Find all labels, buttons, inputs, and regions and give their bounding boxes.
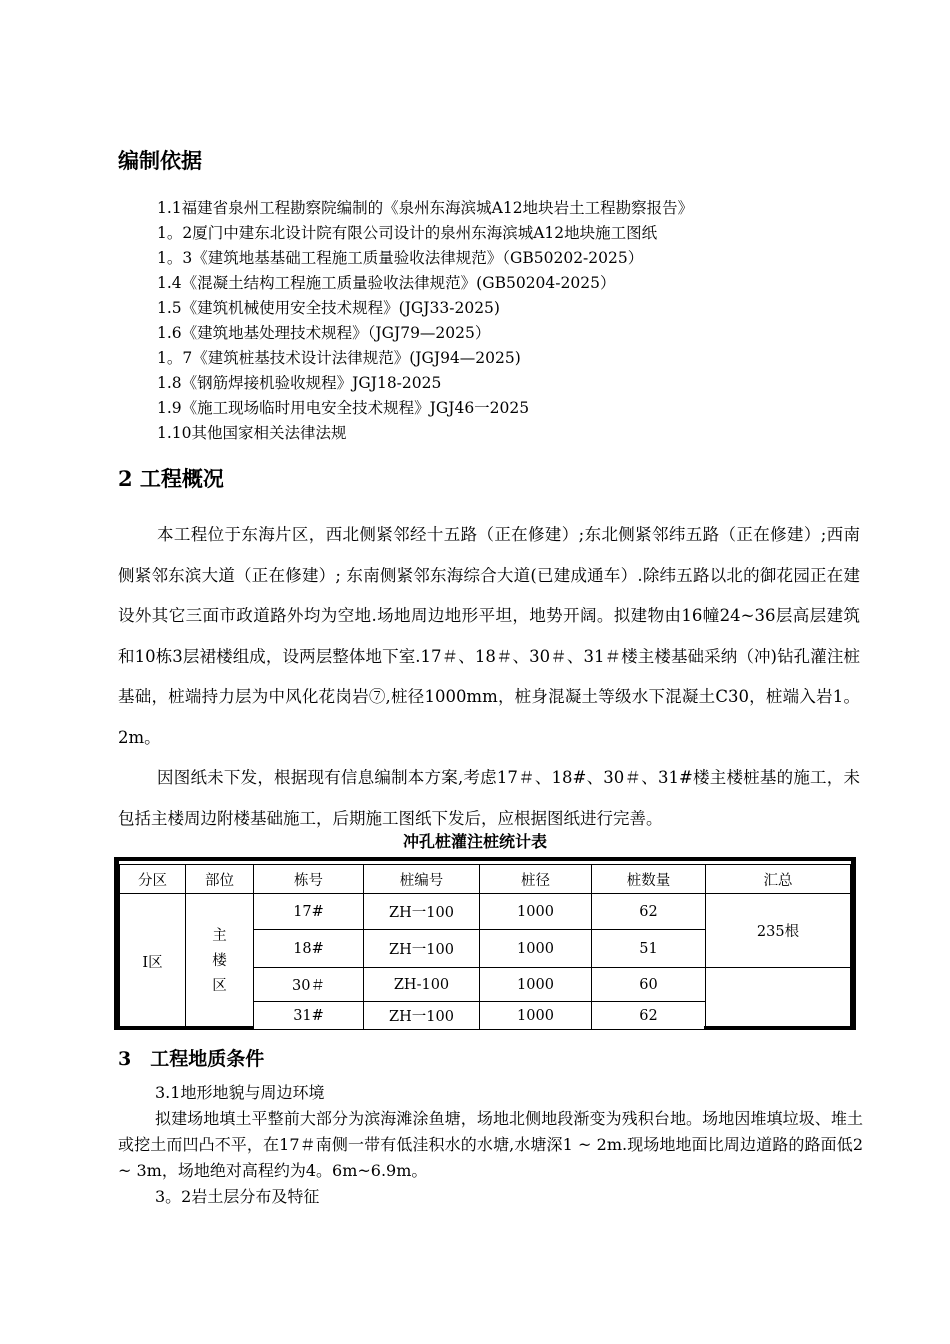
overview-paragraph: 本工程位于东海片区，西北侧紧邻经十五路（正在修建）;东北侧紧邻纬五路（正在修建）;西南侧紧邻东滨大道（正在修建）; 东南侧紧邻东海综合大道(已建成通车）.除纬五路以北的御花园正在建设外其它三面市政道路外均为空地.场地周边地形平坦，地势开阔。拟建物由16幢24~36层高层建筑和10栋3层裙楼组成，设两层整体地下室.17＃、18＃、30＃、31＃楼主楼基础采纳（冲)钻孔灌注桩基础，桩端持力层为中风化花岗岩⑦,桩径1000mm，桩身混凝土等级水下混凝土C30，桩端入岩1。2m。 xyxy=(118,525,860,747)
building-cell: 31# xyxy=(254,1002,364,1030)
total-cell: 235根 xyxy=(706,894,851,968)
diameter-cell: 1000 xyxy=(480,930,592,968)
building-cell: 30＃ xyxy=(254,968,364,1002)
header-cell: 桩编号 xyxy=(364,865,480,894)
empty-cell xyxy=(706,968,851,1030)
diameter-cell: 1000 xyxy=(480,968,592,1002)
overview-paragraph-2: 因图纸未下发，根据现有信息编制本方案,考虑17＃、18#、30＃、31#楼主楼桩基的施工，未包括主楼周边附楼基础施工，后期施工图纸下发后，应根据图纸进行完善。 xyxy=(118,768,860,828)
header-cell: 部位 xyxy=(186,865,254,894)
section-title-basis: 编制依据 xyxy=(118,148,202,173)
reference-item: 1。2厦门中建东北设计院有限公司设计的泉州东海滨城A12地块施工图纸 xyxy=(157,224,658,242)
pile-code-cell: ZH一100 xyxy=(364,930,480,968)
reference-item: 1。7《建筑桩基技术设计法律规范》(JGJ94—2025) xyxy=(157,349,521,367)
diameter-cell: 1000 xyxy=(480,894,592,930)
table-row xyxy=(120,894,851,930)
reference-item: 1。3《建筑地基基础工程施工质量验收法律规范》（GB50202-2025） xyxy=(157,249,644,267)
header-cell: 汇总 xyxy=(706,865,851,894)
subsection-heading: 3。2岩土层分布及特征 xyxy=(155,1187,320,1206)
table-caption: 冲孔桩灌注桩统计表 xyxy=(402,832,547,851)
header-cell: 栋号 xyxy=(254,865,364,894)
reference-item: 1.10其他国家相关法律法规 xyxy=(157,424,347,442)
reference-item: 1.1福建省泉州工程勘察院编制的《泉州东海滨城A12地块岩土工程勘察报告》 xyxy=(157,199,694,217)
pile-code-cell: ZH一100 xyxy=(364,894,480,930)
part-cell: 主 楼 区 xyxy=(186,894,254,1030)
reference-item: 1.8《钢筋焊接机验收规程》JGJ18-2025 xyxy=(157,374,442,392)
geology-content xyxy=(118,1080,863,1210)
reference-item: 1.9《施工现场临时用电安全技术规程》JGJ46一2025 xyxy=(157,399,530,417)
reference-item: 1.6《建筑地基处理技术规程》（JGJ79—2025） xyxy=(157,324,491,342)
diameter-cell: 1000 xyxy=(480,1002,592,1030)
header-cell: 分区 xyxy=(120,865,186,894)
building-cell: 18# xyxy=(254,930,364,968)
pile-code-cell: ZH-100 xyxy=(364,968,480,1002)
section-title-overview: 2 工程概况 xyxy=(118,466,224,491)
pile-code-cell: ZH一100 xyxy=(364,1002,480,1030)
count-cell: 62 xyxy=(592,894,706,930)
subsection-heading: 3.1地形地貌与周边环境 xyxy=(155,1083,325,1102)
geology-paragraph: 拟建场地填土平整前大部分为滨海滩涂鱼塘，场地北侧地段渐变为残积台地。场地因堆填垃圾、堆土或挖土而凹凸不平，在17＃南侧一带有低洼积水的水塘,水塘深1 ~ 2m.现场地地面比周边道路的路面低2 ~ 3m，场地绝对高程约为4。6m~6.9m。 xyxy=(118,1109,863,1180)
pile-statistics-table xyxy=(114,857,856,1030)
header-cell: 桩数量 xyxy=(592,865,706,894)
section-title-geology: 3 工程地质条件 xyxy=(118,1048,265,1070)
count-cell: 51 xyxy=(592,930,706,968)
reference-item: 1.5《建筑机械使用安全技术规程》(JGJ33-2025) xyxy=(157,299,500,317)
building-cell: 17# xyxy=(254,894,364,930)
zone-cell: I区 xyxy=(120,894,186,1030)
table-header-row xyxy=(120,865,851,894)
header-cell: 桩径 xyxy=(480,865,592,894)
count-cell: 62 xyxy=(592,1002,706,1030)
reference-item: 1.4《混凝土结构工程施工质量验收法律规范》(GB50204-2025） xyxy=(157,274,616,292)
count-cell: 60 xyxy=(592,968,706,1002)
